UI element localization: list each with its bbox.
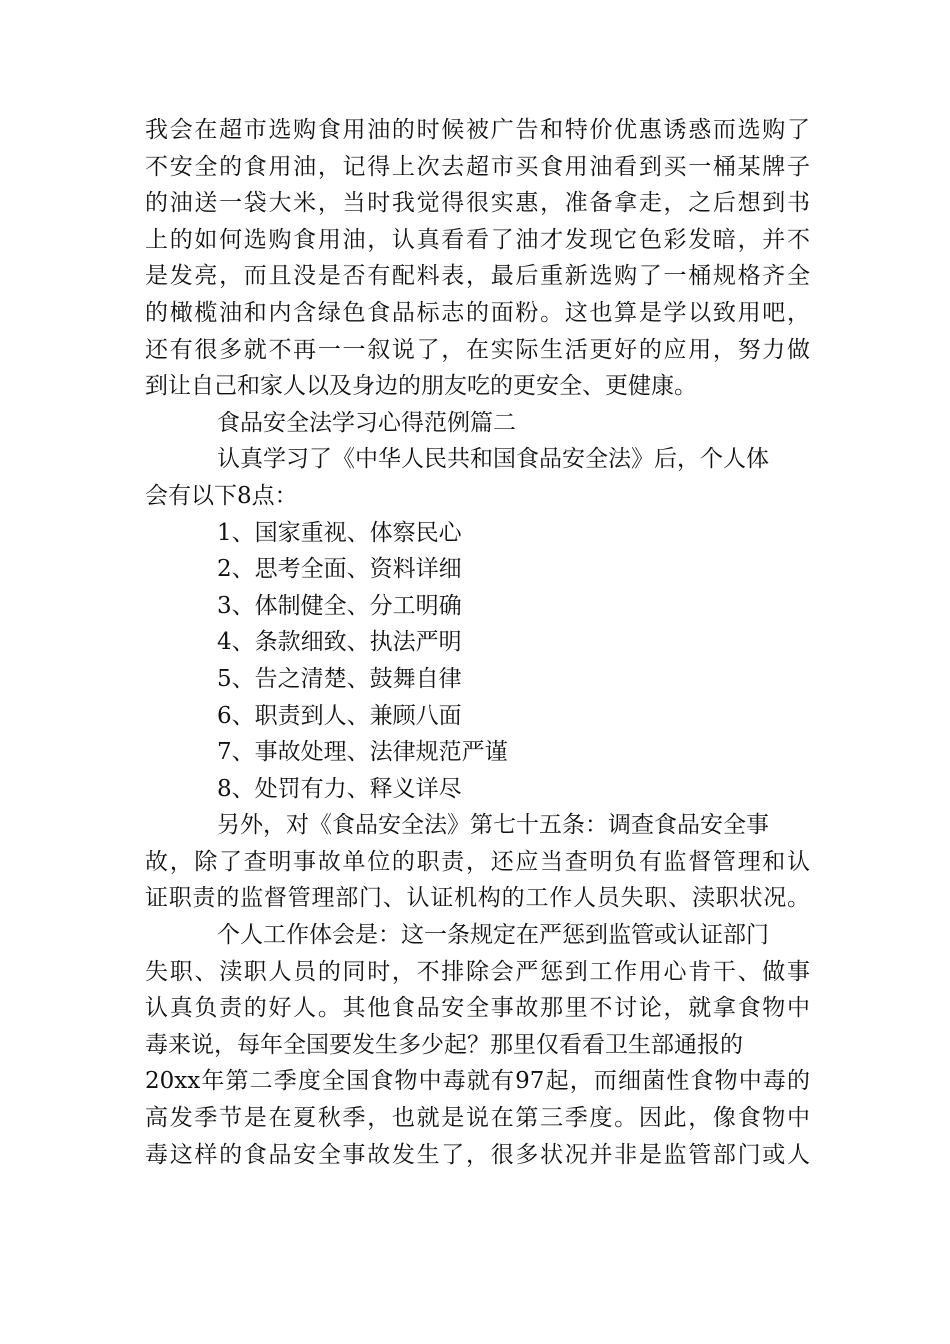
text-line: 个人工作体会是：这一条规定在严惩到监管或认证部门 — [217, 922, 769, 949]
list-item: 5、告之清楚、鼓舞自律 — [217, 665, 462, 692]
text-line: 毒这样的食品安全事故发生了，很多状况并非是监管部门或人 — [145, 1141, 810, 1168]
text-line: 的橄榄油和内含绿色食品标志的面粉。这也算是学以致用吧， — [145, 299, 810, 326]
text-line: 认真学习了《中华人民共和国食品安全法》后，个人体 — [217, 446, 769, 473]
section-heading: 食品安全法学习心得范例篇二 — [217, 409, 516, 436]
text-line: 不安全的食用油，记得上次去超市买食用油看到买一桶某牌子 — [145, 153, 810, 180]
text-line: 另外，对《食品安全法》第七十五条：调查食品安全事 — [217, 812, 769, 839]
text-line: 高发季节是在夏秋季，也就是说在第三季度。因此，像食物中 — [145, 1105, 810, 1132]
list-item: 7、事故处理、法律规范严谨 — [217, 739, 508, 766]
text-line: 证职责的监督管理部门、认证机构的工作人员失职、渎职状况。 — [145, 885, 810, 912]
text-line: 20xx年第二季度全国食物中毒就有97起，而细菌性食物中毒的 — [145, 1068, 810, 1095]
text-line: 还有很多就不再一一叙说了，在实际生活更好的应用，努力做 — [145, 336, 810, 363]
list-item: 4、条款细致、执法严明 — [217, 629, 462, 656]
list-item: 1、国家重视、体察民心 — [217, 519, 462, 546]
list-item: 6、职责到人、兼顾八面 — [217, 702, 462, 729]
text-line: 会有以下8点： — [145, 482, 298, 509]
list-item: 3、体制健全、分工明确 — [217, 592, 462, 619]
text-line: 上的如何选购食用油，认真看看了油才发现它色彩发暗，并不 — [145, 226, 810, 253]
text-line: 毒来说，每年全国要发生多少起？那里仅看看卫生部通报的 — [145, 1031, 743, 1058]
text-line: 认真负责的好人。其他食品安全事故那里不讨论，就拿食物中 — [145, 995, 810, 1022]
text-line: 故，除了查明事故单位的职责，还应当查明负有监督管理和认 — [145, 848, 810, 875]
text-line: 的油送一袋大米，当时我觉得很实惠，准备拿走，之后想到书 — [145, 190, 810, 217]
document-body — [145, 112, 810, 1173]
list-item: 2、思考全面、资料详细 — [217, 556, 462, 583]
text-line: 是发亮，而且没是否有配料表，最后重新选购了一桶规格齐全 — [145, 263, 810, 290]
list-item: 8、处罚有力、释义详尽 — [217, 775, 462, 802]
text-line: 我会在超市选购食用油的时候被广告和特价优惠诱惑而选购了 — [145, 117, 810, 143]
text-line: 失职、渎职人员的同时，不排除会严惩到工作用心肯干、做事 — [145, 958, 810, 985]
text-line: 到让自己和家人以及身边的朋友吃的更安全、更健康。 — [145, 373, 697, 400]
